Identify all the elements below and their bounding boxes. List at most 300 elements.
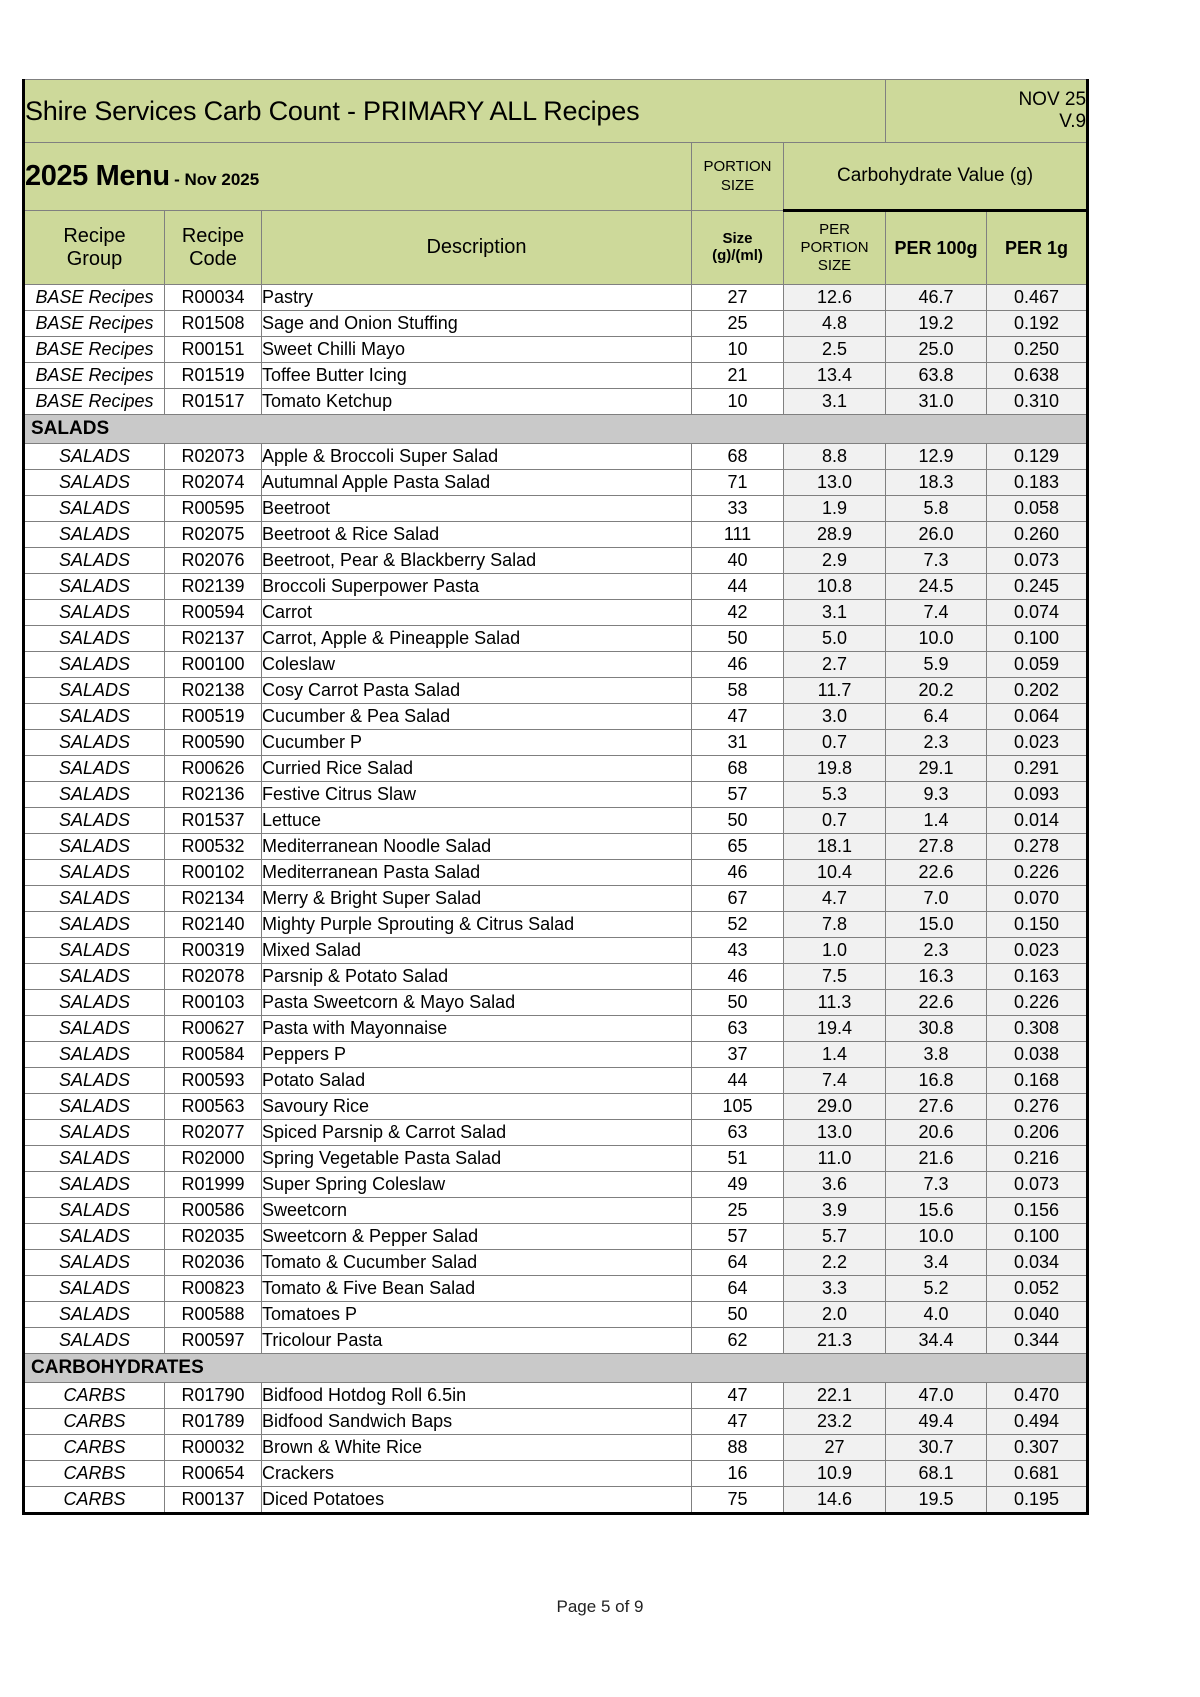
description-cell: Broccoli Superpower Pasta xyxy=(262,574,692,600)
per-portion-size-cell: 2.9 xyxy=(784,548,886,574)
portion-size-cell: 31 xyxy=(692,730,784,756)
recipe-code-cell: R00588 xyxy=(165,1302,262,1328)
portion-size-cell: 68 xyxy=(692,756,784,782)
per-100g-cell: 27.6 xyxy=(886,1094,987,1120)
per-1g-cell: 0.195 xyxy=(987,1487,1088,1514)
portion-size-line2: SIZE xyxy=(720,176,755,194)
portion-size-cell: 47 xyxy=(692,1383,784,1409)
recipe-group-cell: CARBS xyxy=(24,1487,165,1514)
per-portion-size-cell: 12.6 xyxy=(784,285,886,311)
per-100g-cell: 10.0 xyxy=(886,626,987,652)
description-cell: Peppers P xyxy=(262,1042,692,1068)
table-row xyxy=(24,337,1088,363)
col-header-recipe-group-line1: Recipe xyxy=(63,225,126,248)
description-cell: Mediterranean Noodle Salad xyxy=(262,834,692,860)
recipe-group-cell: SALADS xyxy=(24,860,165,886)
recipe-code-cell: R02140 xyxy=(165,912,262,938)
recipe-group-cell: SALADS xyxy=(24,678,165,704)
recipe-group-cell: SALADS xyxy=(24,522,165,548)
table-row xyxy=(24,678,1088,704)
per-portion-size-cell: 19.4 xyxy=(784,1016,886,1042)
recipe-group-cell: SALADS xyxy=(24,938,165,964)
recipe-group-cell: SALADS xyxy=(24,756,165,782)
recipe-group-cell: SALADS xyxy=(24,834,165,860)
col-header-per-1g: PER 1g xyxy=(987,211,1088,285)
recipe-code-cell: R00823 xyxy=(165,1276,262,1302)
per-1g-cell: 0.192 xyxy=(987,311,1088,337)
per-portion-size-cell: 2.2 xyxy=(784,1250,886,1276)
per-1g-cell: 0.059 xyxy=(987,652,1088,678)
recipe-group-cell: SALADS xyxy=(24,548,165,574)
description-cell: Mediterranean Pasta Salad xyxy=(262,860,692,886)
per-100g-cell: 5.2 xyxy=(886,1276,987,1302)
per-1g-cell: 0.344 xyxy=(987,1328,1088,1354)
per-1g-cell: 0.638 xyxy=(987,363,1088,389)
per-1g-cell: 0.260 xyxy=(987,522,1088,548)
per-1g-cell: 0.163 xyxy=(987,964,1088,990)
per-portion-size-cell: 13.0 xyxy=(784,470,886,496)
portion-size-line1: PORTION xyxy=(703,157,772,175)
recipe-group-cell: SALADS xyxy=(24,1250,165,1276)
portion-size-cell: 67 xyxy=(692,886,784,912)
description-cell: Carrot, Apple & Pineapple Salad xyxy=(262,626,692,652)
per-portion-size-cell: 1.0 xyxy=(784,938,886,964)
per-portion-size-cell: 14.6 xyxy=(784,1487,886,1514)
per-1g-cell: 0.470 xyxy=(987,1383,1088,1409)
recipe-code-cell: R00590 xyxy=(165,730,262,756)
recipe-code-cell: R02035 xyxy=(165,1224,262,1250)
per-100g-cell: 10.0 xyxy=(886,1224,987,1250)
portion-size-cell: 40 xyxy=(692,548,784,574)
portion-size-cell: 46 xyxy=(692,652,784,678)
portion-size-cell: 47 xyxy=(692,704,784,730)
per-1g-cell: 0.150 xyxy=(987,912,1088,938)
table-row xyxy=(24,1435,1088,1461)
col-header-per-portion-line3: SIZE xyxy=(817,256,852,274)
recipe-group-cell: CARBS xyxy=(24,1435,165,1461)
table-row xyxy=(24,1250,1088,1276)
per-portion-size-cell: 2.5 xyxy=(784,337,886,363)
per-100g-cell: 21.6 xyxy=(886,1146,987,1172)
version-block xyxy=(886,80,1088,143)
col-header-description: Description xyxy=(262,211,692,285)
description-cell: Spiced Parsnip & Carrot Salad xyxy=(262,1120,692,1146)
recipe-group-cell: BASE Recipes xyxy=(24,285,165,311)
portion-size-cell: 58 xyxy=(692,678,784,704)
per-100g-cell: 5.9 xyxy=(886,652,987,678)
description-cell: Parsnip & Potato Salad xyxy=(262,964,692,990)
table-row xyxy=(24,1383,1088,1409)
per-100g-cell: 15.6 xyxy=(886,1198,987,1224)
per-portion-size-cell: 5.3 xyxy=(784,782,886,808)
per-1g-cell: 0.278 xyxy=(987,834,1088,860)
document-title-row xyxy=(24,80,1088,143)
description-cell: Sage and Onion Stuffing xyxy=(262,311,692,337)
per-100g-cell: 26.0 xyxy=(886,522,987,548)
recipe-code-cell: R02000 xyxy=(165,1146,262,1172)
recipe-group-cell: BASE Recipes xyxy=(24,389,165,415)
portion-size-group-header xyxy=(692,143,784,211)
table-row xyxy=(24,1068,1088,1094)
per-1g-cell: 0.226 xyxy=(987,860,1088,886)
portion-size-cell: 64 xyxy=(692,1250,784,1276)
per-portion-size-cell: 28.9 xyxy=(784,522,886,548)
portion-size-cell: 27 xyxy=(692,285,784,311)
recipe-group-cell: SALADS xyxy=(24,444,165,470)
table-row xyxy=(24,912,1088,938)
menu-banner-row xyxy=(24,143,1088,211)
per-1g-cell: 0.100 xyxy=(987,1224,1088,1250)
description-cell: Cucumber & Pea Salad xyxy=(262,704,692,730)
column-header-row xyxy=(24,211,1088,285)
table-row xyxy=(24,470,1088,496)
document-title: Shire Services Carb Count - PRIMARY ALL Recipes xyxy=(24,80,886,143)
recipe-group-cell: SALADS xyxy=(24,1068,165,1094)
per-portion-size-cell: 11.0 xyxy=(784,1146,886,1172)
recipe-code-cell: R01508 xyxy=(165,311,262,337)
table-row xyxy=(24,496,1088,522)
page-footer: Page 5 of 9 xyxy=(556,1597,644,1616)
recipe-group-cell: SALADS xyxy=(24,1276,165,1302)
table-row xyxy=(24,600,1088,626)
recipe-code-cell: R02075 xyxy=(165,522,262,548)
recipe-code-cell: R00103 xyxy=(165,990,262,1016)
per-1g-cell: 0.494 xyxy=(987,1409,1088,1435)
portion-size-cell: 63 xyxy=(692,1120,784,1146)
per-1g-cell: 0.245 xyxy=(987,574,1088,600)
per-100g-cell: 1.4 xyxy=(886,808,987,834)
portion-size-cell: 64 xyxy=(692,1276,784,1302)
description-cell: Autumnal Apple Pasta Salad xyxy=(262,470,692,496)
table-row xyxy=(24,1016,1088,1042)
carbohydrate-value-group-header: Carbohydrate Value (g) xyxy=(784,143,1088,211)
per-portion-size-cell: 8.8 xyxy=(784,444,886,470)
table-row xyxy=(24,1224,1088,1250)
recipe-code-cell: R00137 xyxy=(165,1487,262,1514)
per-100g-cell: 30.8 xyxy=(886,1016,987,1042)
per-100g-cell: 34.4 xyxy=(886,1328,987,1354)
table-row xyxy=(24,964,1088,990)
description-cell: Tricolour Pasta xyxy=(262,1328,692,1354)
per-portion-size-cell: 3.1 xyxy=(784,389,886,415)
description-cell: Brown & White Rice xyxy=(262,1435,692,1461)
col-header-per-portion-line2: PORTION xyxy=(800,239,869,257)
recipe-code-cell: R00627 xyxy=(165,1016,262,1042)
col-header-size xyxy=(692,211,784,285)
recipe-group-cell: SALADS xyxy=(24,574,165,600)
section-header-label: CARBOHYDRATES xyxy=(24,1354,1088,1383)
per-portion-size-cell: 23.2 xyxy=(784,1409,886,1435)
per-100g-cell: 12.9 xyxy=(886,444,987,470)
description-cell: Potato Salad xyxy=(262,1068,692,1094)
description-cell: Spring Vegetable Pasta Salad xyxy=(262,1146,692,1172)
per-portion-size-cell: 3.0 xyxy=(784,704,886,730)
per-1g-cell: 0.308 xyxy=(987,1016,1088,1042)
description-cell: Tomato & Cucumber Salad xyxy=(262,1250,692,1276)
recipe-group-cell: SALADS xyxy=(24,912,165,938)
portion-size-cell: 47 xyxy=(692,1409,784,1435)
per-portion-size-cell: 2.7 xyxy=(784,652,886,678)
per-1g-cell: 0.681 xyxy=(987,1461,1088,1487)
per-portion-size-cell: 2.0 xyxy=(784,1302,886,1328)
table-body xyxy=(24,285,1088,1514)
per-100g-cell: 63.8 xyxy=(886,363,987,389)
per-portion-size-cell: 0.7 xyxy=(784,808,886,834)
portion-size-cell: 46 xyxy=(692,860,784,886)
col-header-recipe-code-line2: Code xyxy=(189,247,237,270)
description-cell: Super Spring Coleslaw xyxy=(262,1172,692,1198)
description-cell: Pasta with Mayonnaise xyxy=(262,1016,692,1042)
recipe-code-cell: R01517 xyxy=(165,389,262,415)
recipe-code-cell: R02036 xyxy=(165,1250,262,1276)
per-1g-cell: 0.156 xyxy=(987,1198,1088,1224)
version-number: V.9 xyxy=(1059,111,1087,132)
description-cell: Crackers xyxy=(262,1461,692,1487)
per-portion-size-cell: 4.8 xyxy=(784,311,886,337)
portion-size-cell: 50 xyxy=(692,808,784,834)
portion-size-cell: 25 xyxy=(692,1198,784,1224)
recipe-code-cell: R00319 xyxy=(165,938,262,964)
description-cell: Mixed Salad xyxy=(262,938,692,964)
per-1g-cell: 0.034 xyxy=(987,1250,1088,1276)
per-1g-cell: 0.052 xyxy=(987,1276,1088,1302)
portion-size-cell: 50 xyxy=(692,1302,784,1328)
recipe-group-cell: BASE Recipes xyxy=(24,337,165,363)
per-portion-size-cell: 13.0 xyxy=(784,1120,886,1146)
per-100g-cell: 46.7 xyxy=(886,285,987,311)
description-cell: Carrot xyxy=(262,600,692,626)
per-1g-cell: 0.073 xyxy=(987,1172,1088,1198)
table-row xyxy=(24,1094,1088,1120)
section-header-row xyxy=(24,1354,1088,1383)
per-100g-cell: 31.0 xyxy=(886,389,987,415)
per-1g-cell: 0.168 xyxy=(987,1068,1088,1094)
recipe-code-cell: R00654 xyxy=(165,1461,262,1487)
per-100g-cell: 47.0 xyxy=(886,1383,987,1409)
per-portion-size-cell: 27 xyxy=(784,1435,886,1461)
per-1g-cell: 0.014 xyxy=(987,808,1088,834)
recipe-code-cell: R00151 xyxy=(165,337,262,363)
description-cell: Cosy Carrot Pasta Salad xyxy=(262,678,692,704)
recipe-group-cell: SALADS xyxy=(24,1094,165,1120)
table-row xyxy=(24,626,1088,652)
section-header-label: SALADS xyxy=(24,415,1088,444)
per-1g-cell: 0.023 xyxy=(987,730,1088,756)
table-row xyxy=(24,1409,1088,1435)
portion-size-cell: 50 xyxy=(692,626,784,652)
recipe-code-cell: R02136 xyxy=(165,782,262,808)
per-100g-cell: 29.1 xyxy=(886,756,987,782)
description-cell: Tomatoes P xyxy=(262,1302,692,1328)
portion-size-cell: 43 xyxy=(692,938,784,964)
recipe-group-cell: SALADS xyxy=(24,1328,165,1354)
recipe-code-cell: R00100 xyxy=(165,652,262,678)
description-cell: Curried Rice Salad xyxy=(262,756,692,782)
per-portion-size-cell: 11.7 xyxy=(784,678,886,704)
per-100g-cell: 18.3 xyxy=(886,470,987,496)
recipe-group-cell: SALADS xyxy=(24,704,165,730)
per-100g-cell: 30.7 xyxy=(886,1435,987,1461)
recipe-code-cell: R00586 xyxy=(165,1198,262,1224)
portion-size-cell: 25 xyxy=(692,311,784,337)
recipe-code-cell: R02134 xyxy=(165,886,262,912)
description-cell: Savoury Rice xyxy=(262,1094,692,1120)
table-row xyxy=(24,285,1088,311)
table-row xyxy=(24,1042,1088,1068)
table-row xyxy=(24,1146,1088,1172)
col-header-per-portion-line1: PER xyxy=(819,221,850,239)
portion-size-cell: 33 xyxy=(692,496,784,522)
per-portion-size-cell: 10.9 xyxy=(784,1461,886,1487)
per-1g-cell: 0.093 xyxy=(987,782,1088,808)
table-row xyxy=(24,782,1088,808)
portion-size-cell: 46 xyxy=(692,964,784,990)
col-header-recipe-code-line1: Recipe xyxy=(181,225,245,248)
per-1g-cell: 0.038 xyxy=(987,1042,1088,1068)
table-row xyxy=(24,522,1088,548)
portion-size-cell: 57 xyxy=(692,782,784,808)
per-100g-cell: 16.3 xyxy=(886,964,987,990)
per-100g-cell: 6.4 xyxy=(886,704,987,730)
per-100g-cell: 68.1 xyxy=(886,1461,987,1487)
portion-size-cell: 37 xyxy=(692,1042,784,1068)
description-cell: Mighty Purple Sprouting & Citrus Salad xyxy=(262,912,692,938)
recipe-group-cell: SALADS xyxy=(24,1224,165,1250)
per-portion-size-cell: 3.3 xyxy=(784,1276,886,1302)
description-cell: Sweetcorn xyxy=(262,1198,692,1224)
per-100g-cell: 7.4 xyxy=(886,600,987,626)
description-cell: Lettuce xyxy=(262,808,692,834)
per-100g-cell: 15.0 xyxy=(886,912,987,938)
per-1g-cell: 0.276 xyxy=(987,1094,1088,1120)
per-portion-size-cell: 7.4 xyxy=(784,1068,886,1094)
per-portion-size-cell: 29.0 xyxy=(784,1094,886,1120)
portion-size-cell: 10 xyxy=(692,337,784,363)
col-header-size-line2: (g)/(ml) xyxy=(712,246,763,264)
per-100g-cell: 7.3 xyxy=(886,1172,987,1198)
recipe-code-cell: R02138 xyxy=(165,678,262,704)
recipe-code-cell: R00584 xyxy=(165,1042,262,1068)
portion-size-cell: 44 xyxy=(692,1068,784,1094)
recipe-group-cell: SALADS xyxy=(24,1016,165,1042)
recipe-group-cell: SALADS xyxy=(24,1172,165,1198)
portion-size-cell: 50 xyxy=(692,990,784,1016)
recipe-group-cell: SALADS xyxy=(24,470,165,496)
recipe-code-cell: R02076 xyxy=(165,548,262,574)
table-row xyxy=(24,1172,1088,1198)
per-100g-cell: 2.3 xyxy=(886,938,987,964)
recipe-code-cell: R02139 xyxy=(165,574,262,600)
col-header-recipe-group-line2: Group xyxy=(66,247,123,270)
table-row xyxy=(24,1198,1088,1224)
per-100g-cell: 27.8 xyxy=(886,834,987,860)
recipe-group-cell: SALADS xyxy=(24,1146,165,1172)
per-1g-cell: 0.310 xyxy=(987,389,1088,415)
description-cell: Tomato Ketchup xyxy=(262,389,692,415)
recipe-code-cell: R01999 xyxy=(165,1172,262,1198)
per-1g-cell: 0.074 xyxy=(987,600,1088,626)
recipe-group-cell: BASE Recipes xyxy=(24,363,165,389)
table-row xyxy=(24,1302,1088,1328)
per-1g-cell: 0.073 xyxy=(987,548,1088,574)
per-portion-size-cell: 3.9 xyxy=(784,1198,886,1224)
recipe-group-cell: SALADS xyxy=(24,886,165,912)
per-1g-cell: 0.129 xyxy=(987,444,1088,470)
portion-size-cell: 105 xyxy=(692,1094,784,1120)
table-row xyxy=(24,990,1088,1016)
per-portion-size-cell: 13.4 xyxy=(784,363,886,389)
version-month: NOV 25 xyxy=(1018,89,1087,111)
table-row xyxy=(24,652,1088,678)
per-100g-cell: 22.6 xyxy=(886,990,987,1016)
portion-size-cell: 57 xyxy=(692,1224,784,1250)
per-1g-cell: 0.206 xyxy=(987,1120,1088,1146)
description-cell: Pastry xyxy=(262,285,692,311)
carb-count-table xyxy=(22,79,1089,1515)
recipe-code-cell: R00519 xyxy=(165,704,262,730)
section-header-row xyxy=(24,415,1088,444)
recipe-code-cell: R00032 xyxy=(165,1435,262,1461)
table-row xyxy=(24,704,1088,730)
recipe-code-cell: R01789 xyxy=(165,1409,262,1435)
recipe-group-cell: CARBS xyxy=(24,1383,165,1409)
table-row xyxy=(24,1276,1088,1302)
per-portion-size-cell: 22.1 xyxy=(784,1383,886,1409)
recipe-group-cell: SALADS xyxy=(24,1120,165,1146)
recipe-code-cell: R01790 xyxy=(165,1383,262,1409)
per-1g-cell: 0.250 xyxy=(987,337,1088,363)
recipe-group-cell: SALADS xyxy=(24,652,165,678)
per-100g-cell: 20.6 xyxy=(886,1120,987,1146)
table-row xyxy=(24,730,1088,756)
portion-size-cell: 111 xyxy=(692,522,784,548)
per-portion-size-cell: 0.7 xyxy=(784,730,886,756)
portion-size-cell: 42 xyxy=(692,600,784,626)
recipe-code-cell: R02137 xyxy=(165,626,262,652)
per-portion-size-cell: 7.8 xyxy=(784,912,886,938)
per-portion-size-cell: 1.9 xyxy=(784,496,886,522)
per-100g-cell: 7.3 xyxy=(886,548,987,574)
per-portion-size-cell: 21.3 xyxy=(784,1328,886,1354)
portion-size-cell: 88 xyxy=(692,1435,784,1461)
per-portion-size-cell: 11.3 xyxy=(784,990,886,1016)
description-cell: Toffee Butter Icing xyxy=(262,363,692,389)
portion-size-cell: 62 xyxy=(692,1328,784,1354)
recipe-code-cell: R00532 xyxy=(165,834,262,860)
portion-size-cell: 63 xyxy=(692,1016,784,1042)
recipe-group-cell: CARBS xyxy=(24,1461,165,1487)
table-row xyxy=(24,1461,1088,1487)
per-portion-size-cell: 3.6 xyxy=(784,1172,886,1198)
per-1g-cell: 0.023 xyxy=(987,938,1088,964)
per-portion-size-cell: 4.7 xyxy=(784,886,886,912)
per-100g-cell: 16.8 xyxy=(886,1068,987,1094)
per-portion-size-cell: 10.8 xyxy=(784,574,886,600)
table-row xyxy=(24,1120,1088,1146)
recipe-group-cell: SALADS xyxy=(24,964,165,990)
table-row xyxy=(24,548,1088,574)
portion-size-cell: 16 xyxy=(692,1461,784,1487)
recipe-code-cell: R01519 xyxy=(165,363,262,389)
recipe-code-cell: R02078 xyxy=(165,964,262,990)
description-cell: Beetroot, Pear & Blackberry Salad xyxy=(262,548,692,574)
recipe-code-cell: R02077 xyxy=(165,1120,262,1146)
col-header-per-portion-size xyxy=(784,211,886,285)
table-row xyxy=(24,938,1088,964)
per-1g-cell: 0.070 xyxy=(987,886,1088,912)
per-1g-cell: 0.467 xyxy=(987,285,1088,311)
per-100g-cell: 49.4 xyxy=(886,1409,987,1435)
